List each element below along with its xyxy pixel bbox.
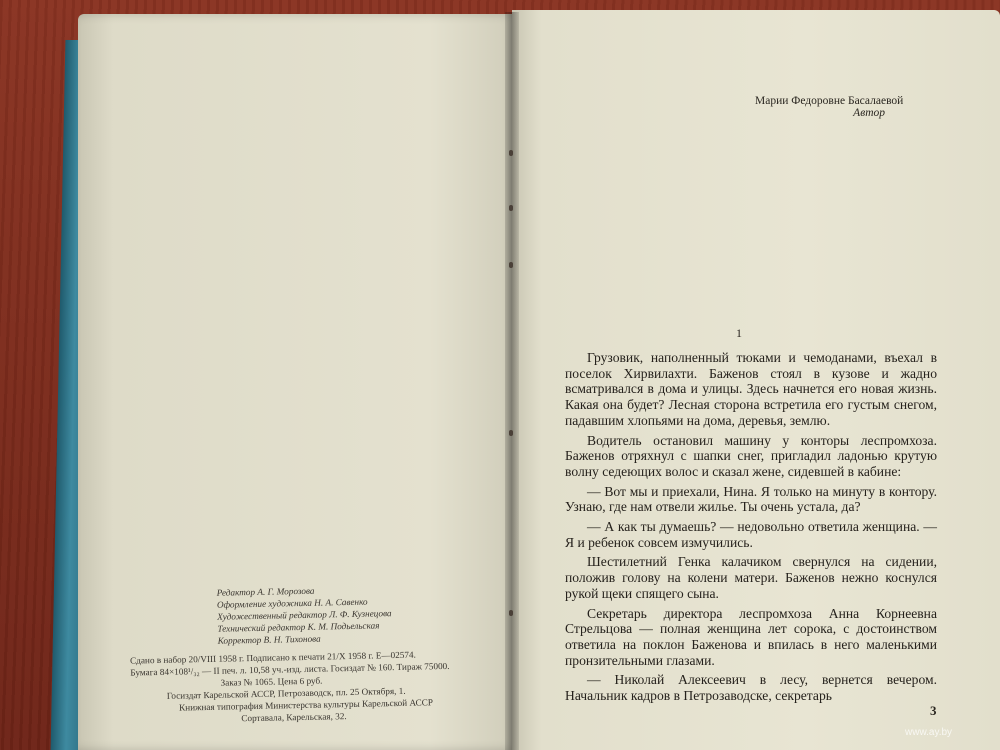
book-gutter [505,12,519,750]
paragraph: Секретарь директора леспромхоза Анна Корнеевна Стрельцова — полная женщина лет сорока, с достоинством ответила на поклон Баженова и впилась в него маленькими пронзительными глазами. [565,605,937,668]
paragraph: — Вот мы и приехали, Нина. Я только на минуту в контору. Узнаю, где нам отвели жилье. Ты очень устала, да? [565,483,937,515]
chapter-number: 1 [736,326,742,340]
credit-line: Технический редактор К. М. Подьельская [217,620,380,634]
binding-stitch [509,262,513,268]
paragraph: — Николай Алексеевич в лесу, вернется вечером. Начальник кадров в Петрозаводске, секретарь [565,672,937,704]
credit-line: Оформление художника Н. А. Савенко [216,596,368,610]
page-number: 3 [930,703,937,718]
print-line: Бумага 84×108¹/₃₂ — II печ. л. 10,58 уч.-изд. листа. Госиздат № 160. Тираж 75000. [130,660,450,678]
binding-stitch [509,150,513,156]
binding-stitch [509,205,513,211]
dedication-text: Марии Федоровне Басалаевой [755,95,904,107]
print-line: Сдано в набор 20/VIII 1958 г. Подписано к печати 21/X 1958 г. Е—02574. [129,649,416,666]
imprint-block [129,581,477,726]
paragraph: Грузовик, наполненный тюками и чемоданами, въехал в поселок Хирвилахти. Баженов стоял в кузове и жадно всматривался в дома и улицы. Здесь начнется его новая жизнь. Какая она будет? Лесная сторона встретила его густым снегом, падавшим хлопьями на дома, деревья, землю. [565,350,937,428]
printing-house-line: Книжная типография Министерства культуры Карельской АССР [178,697,434,713]
printing-house-line: Сортавала, Карельская, 32. [241,711,347,724]
paragraph: Водитель остановил машину у конторы леспромхоза. Баженов отряхнул с шапки снег, пригладил ладонью крутую волну седеющих волос и сказал жене, сидевшей в кабине: [565,432,937,479]
binding-stitch [509,610,513,616]
body-text [565,350,937,708]
credit-line: Художественный редактор Л. Ф. Кузнецова [217,608,392,622]
publisher-line: Госиздат Карельской АССР, Петрозаводск, пл. 25 Октября, 1. [166,685,406,701]
paragraph: Шестилетний Генка калачиком свернулся на сидении, положив голову на колени матери. Баженов нежно коснулся рукой щеки спящего сына. [565,554,937,601]
watermark: www.ay.by [905,727,953,738]
paragraph: — А как ты думаешь? — недовольно ответила женщина. — Я и ребенок совсем измучились. [565,519,937,550]
dedication [755,95,925,119]
dedication-author: Автор [853,107,885,119]
credit-line: Редактор А. Г. Морозова [216,585,315,598]
binding-stitch [509,430,513,436]
credit-line: Корректор В. Н. Тихонова [217,633,321,646]
print-line: Заказ № 1065. Цена 6 руб. [220,675,323,688]
